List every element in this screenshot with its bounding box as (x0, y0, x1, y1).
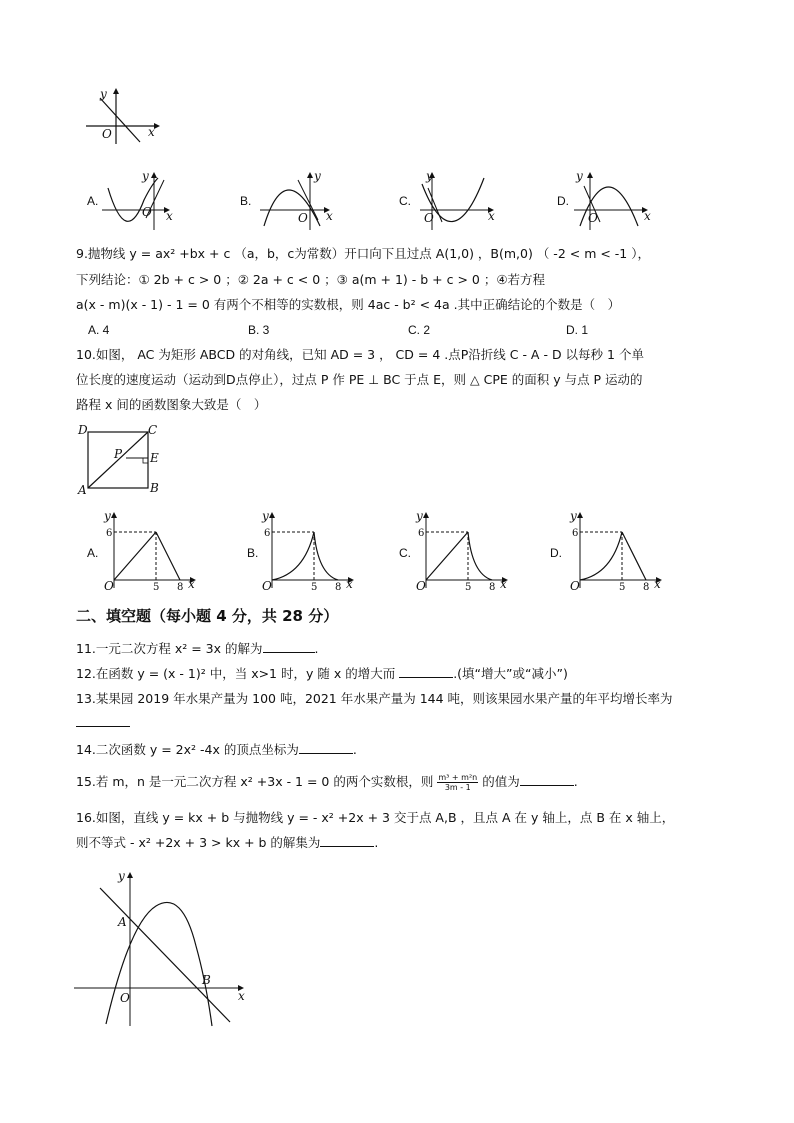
x-axis-label: x (188, 577, 195, 591)
q11-answer-blank[interactable] (263, 640, 315, 653)
q14 (76, 741, 357, 759)
x-axis-label: x (148, 125, 155, 139)
x-tick-label: 8 (489, 582, 496, 593)
q11 (76, 640, 319, 658)
y-axis-label: y (100, 87, 107, 101)
q10-line-1: 10.如图， AC 为矩形 ABCD 的对角线，已知 AD = 3 ， CD = 4 .点P沿折线 C - A - D 以每秒 1 个单 (76, 347, 644, 362)
q9-choice-d: D. 1 (566, 323, 589, 337)
q10-rectangle-figure (76, 422, 176, 498)
y-tick-label: 6 (572, 528, 579, 539)
y-axis-label: y (576, 169, 583, 183)
q10-option-a-graph (100, 508, 200, 592)
origin-label: O (120, 991, 130, 1005)
q16-answer-blank[interactable] (320, 834, 374, 847)
y-axis-label: y (104, 509, 111, 523)
q16-text: 则不等式 - x² +2x + 3 > kx + b 的解集为 (76, 835, 321, 850)
x-axis-label: x (326, 209, 333, 223)
q8-option-b-graph (258, 170, 338, 232)
q12-answer-blank[interactable] (399, 665, 453, 678)
y-axis-label: y (142, 169, 149, 183)
x-tick-label: 5 (465, 582, 472, 593)
y-axis-label: y (570, 509, 577, 523)
x-tick-label: 5 (619, 582, 626, 593)
y-tick-label: 6 (106, 528, 113, 539)
vertex-c-label: C (148, 423, 158, 437)
q8-option-c-graph (418, 170, 502, 232)
q9-choice-c: C. 2 (408, 323, 431, 337)
q13-answer-blank[interactable] (76, 714, 130, 727)
origin-label: O (570, 579, 580, 593)
q9-line-3: a(x - m)(x - 1) - 1 = 0 有两个不相等的实数根，则 4ac - b² < 4a .其中正确结论的个数是（ ） (76, 297, 621, 312)
q11-end: . (314, 641, 319, 656)
y-tick-label: 6 (264, 528, 271, 539)
q9-choice-b: B. 3 (248, 323, 270, 337)
q8-option-d-label: D. (557, 194, 569, 208)
x-axis-label: x (654, 577, 661, 591)
x-axis-label: x (644, 209, 651, 223)
fraction-numerator: m³ + m²n (438, 773, 478, 782)
q13-line-1: 13.某果园 2019 年水果产量为 100 吨，2021 年水果产量为 144 吨，则该果园水果产量的年平均增长率为 (76, 691, 673, 706)
q13-line-2 (76, 714, 130, 732)
q12-text: 12.在函数 y = (x - 1)² 中，当 x>1 时，y 随 x 的增大而 (76, 666, 400, 681)
q8-option-a-graph (100, 170, 180, 232)
point-b-label: B (202, 973, 211, 987)
q15-after: 的值为 (482, 774, 520, 789)
q10-option-b-label: B. (247, 546, 259, 560)
x-tick-label: 8 (335, 582, 342, 593)
q12-end: .(填“增大”或“减小”) (453, 666, 568, 681)
q10-option-a-label: A. (87, 546, 99, 560)
q8-line-graph (84, 86, 164, 146)
fraction-denominator: 3m - 1 (444, 783, 471, 792)
y-axis-label: y (426, 169, 433, 183)
q10-line-3: 路程 x 间的函数图象大致是（ ） (76, 397, 267, 412)
y-axis-label: y (118, 869, 125, 883)
point-a-label: A (118, 915, 127, 929)
point-p-label: P (114, 447, 123, 461)
q15 (76, 773, 578, 792)
origin-label: O (142, 205, 152, 219)
q8-option-c-label: C. (399, 194, 411, 208)
x-axis-label: x (166, 209, 173, 223)
y-tick-label: 6 (418, 528, 425, 539)
q12 (76, 665, 568, 683)
origin-label: O (416, 579, 426, 593)
vertex-a-label: A (78, 483, 87, 497)
q9-choice-a: A. 4 (88, 323, 110, 337)
x-axis-label: x (238, 989, 245, 1003)
q10-option-d-graph (566, 508, 666, 592)
q15-answer-blank[interactable] (520, 773, 574, 786)
q9-line-2: 下列结论：① 2b + c > 0 ；② 2a + c < 0 ；③ a(m + 1) - b + c > 0 ；④若方程 (76, 272, 546, 287)
q8-option-a-label: A. (87, 194, 99, 208)
y-axis-label: y (314, 169, 321, 183)
q16-end: . (374, 835, 379, 850)
origin-label: O (588, 211, 598, 225)
q10-option-c-label: C. (399, 546, 411, 560)
q14-answer-blank[interactable] (299, 741, 353, 754)
q15-end: . (573, 774, 578, 789)
vertex-d-label: D (78, 423, 88, 437)
q8-option-b-label: B. (240, 194, 252, 208)
origin-label: O (262, 579, 272, 593)
origin-label: O (298, 211, 308, 225)
q16-line-2 (76, 834, 378, 852)
q16-figure (72, 866, 252, 1032)
vertex-b-label: B (150, 481, 159, 495)
point-e-label: E (150, 451, 159, 465)
q14-text: 14.二次函数 y = 2x² -4x 的顶点坐标为 (76, 742, 299, 757)
q10-option-c-graph (412, 508, 512, 592)
y-axis-label: y (416, 509, 423, 523)
q15-text: 15.若 m，n 是一元二次方程 x² +3x - 1 = 0 的两个实数根，则 (76, 774, 434, 789)
y-axis-label: y (262, 509, 269, 523)
q16-line-1: 16.如图，直线 y = kx + b 与抛物线 y = - x² +2x + 3 交于点 A,B ，且点 A 在 y 轴上，点 B 在 x 轴上， (76, 810, 675, 825)
q8-option-d-graph (572, 170, 656, 232)
origin-label: O (102, 127, 112, 141)
x-axis-label: x (500, 577, 507, 591)
origin-label: O (424, 211, 434, 225)
q14-end: . (352, 742, 357, 757)
q10-option-d-label: D. (550, 546, 562, 560)
q10-line-2: 位长度的速度运动（运动到D点停止），过点 P 作 PE ⊥ BC 于点 E，则 △ CPE 的面积 y 与点 P 运动的 (76, 372, 643, 387)
section-title: 二、填空题（每小题 4 分，共 28 分） (76, 607, 339, 625)
x-axis-label: x (346, 577, 353, 591)
x-tick-label: 8 (643, 582, 650, 593)
x-tick-label: 5 (311, 582, 318, 593)
q9-line-1: 9.抛物线 y = ax² +bx + c （a，b，c为常数）开口向下且过点 A(1,0) ，B(m,0) （ -2 < m < -1 ）， (76, 246, 650, 261)
x-axis-label: x (488, 209, 495, 223)
q10-option-b-graph (258, 508, 358, 592)
x-tick-label: 5 (153, 582, 160, 593)
x-tick-label: 8 (177, 582, 184, 593)
origin-label: O (104, 579, 114, 593)
q15-fraction (437, 773, 478, 792)
q11-text: 11.一元二次方程 x² = 3x 的解为 (76, 641, 263, 656)
